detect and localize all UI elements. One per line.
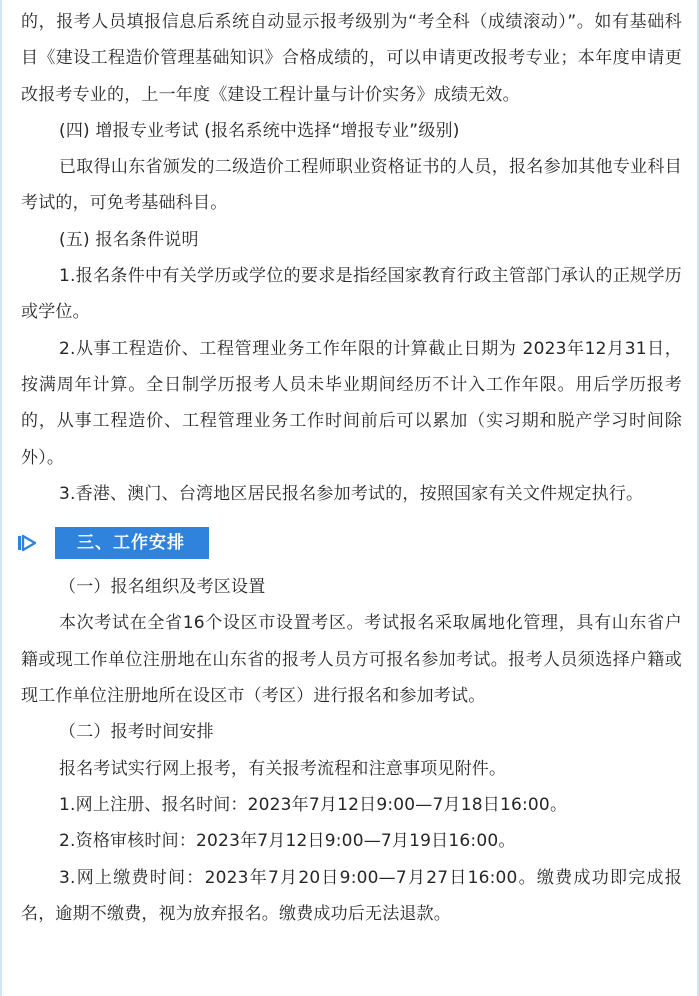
document-content: [2, 0, 697, 932]
section-title: 三、工作安排: [55, 527, 209, 559]
heading-additional-major: (四) 增报专业考试 (报名系统中选择“增报专业”级别): [59, 120, 460, 141]
paragraph-condition-1: 1.报名条件中有关学历或学位的要求是指经国家教育行政主管部门承认的正规学历或学位。: [21, 266, 682, 323]
paragraph-condition-2: 2.从事工程造价、工程管理业务工作年限的计算截止日期为 2023年12月31日，按满周年计算。全日制学历报考人员未毕业期间经历不计入工作年限。用后学历报考的，从事工程造价、工程管理业务工作时间前后可以累加（实习期和脱产学习时间除外）。: [21, 338, 682, 468]
section-header-work-arrangement: [21, 526, 682, 560]
heading-organization: （一）报名组织及考区设置: [59, 577, 266, 598]
paragraph-online-registration: 报名考试实行网上报考，有关报考流程和注意事项见附件。: [59, 758, 507, 779]
heading-conditions-notes: (五) 报名条件说明: [59, 229, 199, 250]
heading-schedule: （二）报考时间安排: [59, 722, 214, 743]
paragraph-schedule-3: 3.网上缴费时间：2023年7月20日9:00—7月27日16:00。缴费成功即完成报名，逾期不缴费，视为放弃报名。缴费成功后无法退款。: [21, 867, 682, 924]
play-arrow-icon: [17, 533, 37, 553]
paragraph-organization: 本次考试在全省16个设区市设置考区。考试报名采取属地化管理，具有山东省户籍或现工作单位注册地在山东省的报考人员方可报名参加考试。报考人员须选择户籍或现工作单位注册地所在设区市（考区）进行报名和参加考试。: [21, 613, 682, 707]
paragraph-additional-major: 已取得山东省颁发的二级造价工程师职业资格证书的人员，报名参加其他专业科目考试的，可免考基础科目。: [21, 157, 682, 214]
paragraph-condition-3: 3.香港、澳门、台湾地区居民报名参加考试的，按照国家有关文件规定执行。: [59, 483, 644, 504]
paragraph-score-rolling: 的，报考人员填报信息后系统自动显示报考级别为“考全科（成绩滚动）”。如有基础科目《建设工程造价管理基础知识》合格成绩的，可以申请更改报考专业；本年度申请更改报考专业的，上一年度《建设工程计量与计价实务》成绩无效。: [21, 12, 682, 105]
paragraph-schedule-1: 1.网上注册、报名时间：2023年7月12日9:00—7月18日16:00。: [59, 794, 568, 815]
paragraph-schedule-2: 2.资格审核时间：2023年7月12日9:00—7月19日16:00。: [59, 831, 516, 852]
